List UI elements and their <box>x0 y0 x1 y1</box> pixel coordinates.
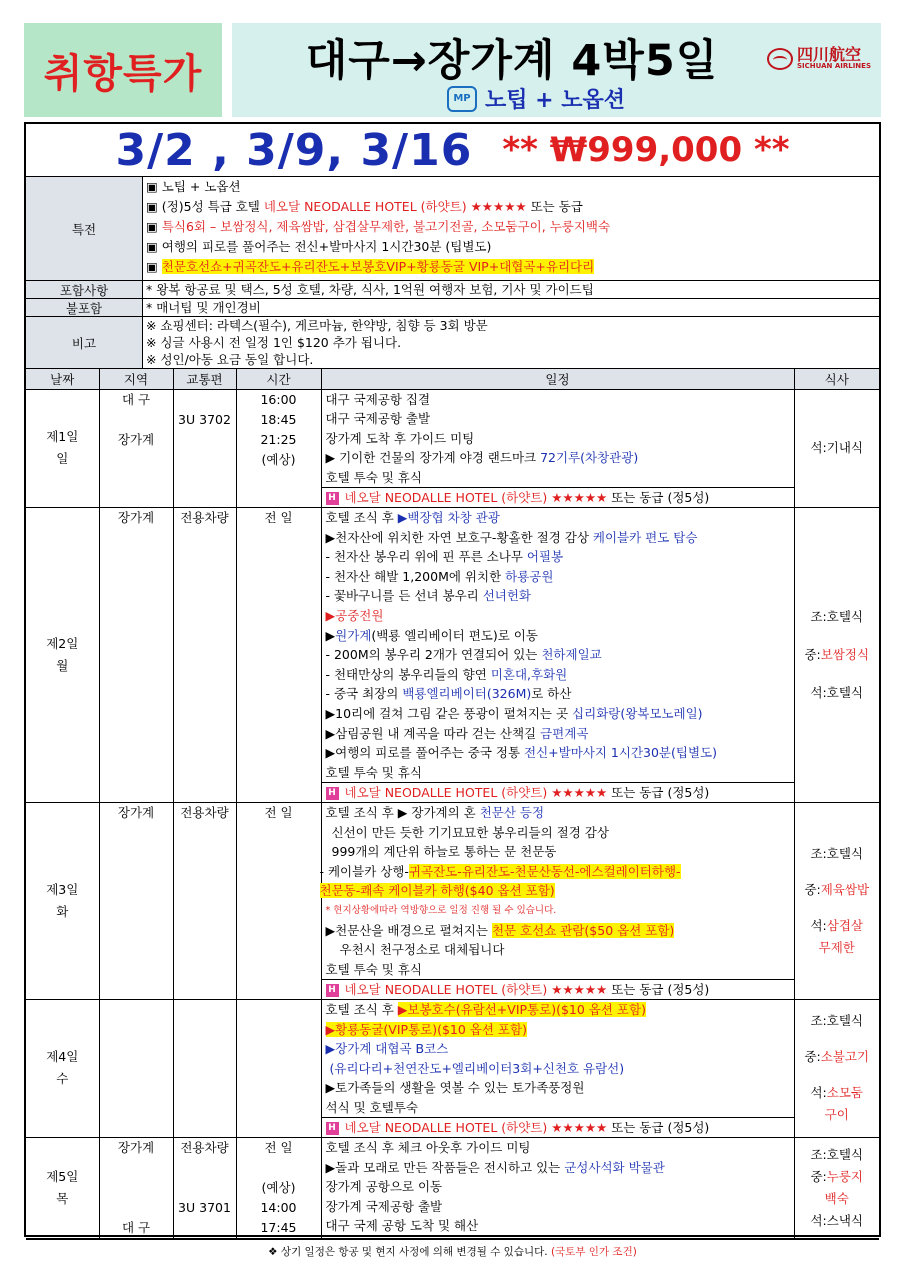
schedule-day4-l1a: 호텔 조식 후 <box>325 1001 398 1017</box>
schedule-day3-l4a: - 케이블카 상행- <box>319 863 409 879</box>
schedule-day3-meal3a: 석: <box>810 917 827 933</box>
schedule-day1-times-3: (예상) <box>261 451 296 467</box>
schedule-day1-lines-1: 대구 국제공항 출발 <box>325 411 431 427</box>
schedule-day5-meal2a: 중: <box>810 1169 827 1185</box>
departure-dates: 3/2 , 3/9, 3/16 <box>115 124 473 176</box>
benefits-lines-4: ▣ <box>146 219 162 234</box>
schedule-day1-regions-0: 대 구 <box>121 391 151 407</box>
schedule-day3-l9: 호텔 투숙 및 휴식 <box>325 961 422 977</box>
schedule-day2-transport: 전용차량 <box>180 510 229 526</box>
schedule-day4-l2: ▶황룡동굴(VIP통로)($10 옵션 포함) <box>325 1021 527 1037</box>
excluded-label: 불포함 <box>26 299 143 316</box>
footer-red: (국토부 인가 조건) <box>550 1246 637 1259</box>
schedule-day5-meal3: 석:스낵식 <box>810 1213 863 1229</box>
schedule-day4-l3: ▶장가계 대협곡 B코스 <box>325 1041 449 1057</box>
schedule-day1-dow: 일 <box>56 451 69 467</box>
table-row <box>26 802 879 999</box>
schedule-day1-day: 제1일 <box>46 429 79 445</box>
header <box>24 23 881 117</box>
schedule-day3-meal3b: 삼겹살 <box>826 917 864 933</box>
benefits-label: 특전 <box>26 177 143 280</box>
schedule-day5-regions-4: 대 구 <box>121 1220 151 1236</box>
schedule-day5-l3: 장가계 공항으로 이동 <box>325 1179 443 1195</box>
schedule-table-wrap <box>26 369 879 1263</box>
schedule-day4-l4: (유리다리+천연잔도+엘리베이터3회+신천호 유람선) <box>329 1060 625 1076</box>
schedule-day3-l2: 신선이 만든 듯한 기기묘묘한 봉우리들의 절경 감상 <box>331 824 609 840</box>
schedule-day2-meal2b: 보쌈정식 <box>820 647 870 663</box>
schedule-day2-l8a: - 200M의 봉우리 2개가 연결되어 있는 <box>325 647 542 663</box>
schedule-day3-l4b: 귀곡잔도-유리잔도-천문산동선-에스컬레이터하행- <box>408 863 681 879</box>
schedule-hotel-suffix: 또는 동급 (정5성) <box>607 982 710 998</box>
schedule-day1-meal: 석:기내식 <box>810 440 863 456</box>
table-header-row <box>26 369 879 389</box>
schedule-day5-regions-0: 장가계 <box>117 1140 155 1156</box>
day4-itinerary: 호텔 조식 후 ▶보봉호수(유람선+VIP통로)($10 옵션 포함) ▶황룡동굴(VIP통로)($10 옵션 포함) ▶장가계 대협곡 B코스 (유리다리+천연잔도+엘리베이터3회+신천호 유람선) ▶토가족들의 생활을 엿볼 수 있는 토가족풍정원 석식 및 호텔투숙 H 네오달 NEODALLE HOTEL (하얏트) ★★★★★ 또는 동급 (정5성) <box>321 999 794 1137</box>
schedule-day2-l4b: 하룡공원 <box>505 568 554 584</box>
benefits-lines-5: 특식6회 – 보쌈정식, 제육쌈밥, 삼겹살무제한, 불고기전골, 소모둠구이, 누룽지백숙 <box>161 219 611 234</box>
schedule-day5-transport-0: 전용차량 <box>180 1140 229 1156</box>
schedule-day2-l10b: 백룡엘리베이터(326M) <box>402 686 532 702</box>
schedule-day5-l2a: ▶돌과 모래로 만든 작품들은 전시하고 있는 <box>325 1159 565 1175</box>
airline-name-cn: 四川航空 <box>797 45 862 64</box>
schedule-day2-l12b: 금편계곡 <box>540 725 589 741</box>
schedule-day1-lines-5: 호텔 투숙 및 휴식 <box>325 469 422 485</box>
schedule-day2-l9a: - 천태만상의 봉우리들의 향연 <box>325 666 491 682</box>
schedule-day3-meal3c: 무제한 <box>818 939 855 955</box>
col-transport: 교통편 <box>173 369 236 389</box>
schedule-day4-day: 제4일 <box>46 1049 79 1065</box>
schedule-day2-l11b: 십리화랑(왕복모노레일) <box>572 706 703 721</box>
notes-lines-0: ※ 쇼핑센터: 라텍스(필수), 게르마늄, 한약방, 침향 등 3회 방문 <box>146 318 488 333</box>
hotel-icon: H <box>326 492 339 505</box>
schedule-day2-l7c: (백룡 엘리베이터 편도)로 이동 <box>371 627 538 643</box>
schedule-day2-l6: ▶공중전원 <box>325 608 384 624</box>
promo-badge: 취항특가 <box>24 23 222 117</box>
schedule-day3-region: 장가계 <box>117 804 155 820</box>
schedule-hotel-suffix: 또는 동급 (정5성) <box>607 785 710 801</box>
schedule-day3-time: 전 일 <box>264 804 293 820</box>
schedule-day2-meal2a: 중: <box>804 647 821 663</box>
schedule-day2-l8b: 천하제일교 <box>541 647 602 663</box>
schedule-day2-l5b: 선녀헌화 <box>482 588 532 604</box>
notes-label: 비고 <box>26 317 143 368</box>
schedule-table <box>26 369 879 1239</box>
schedule-day5-meal1: 조:호텔식 <box>810 1147 863 1163</box>
schedule-day3-l5: 천문동-쾌속 케이블카 하행($40 옵션 포함) <box>319 883 555 899</box>
col-date: 날짜 <box>26 369 99 389</box>
schedule-day2-dow: 월 <box>56 658 69 674</box>
benefits-lines-6: ▣ 여행의 피로를 풀어주는 전신+발마사지 1시간30분 (팁별도) <box>146 239 492 254</box>
col-region: 지역 <box>99 369 173 389</box>
schedule-day3-day: 제3일 <box>46 881 79 897</box>
notes-lines-1: ※ 싱글 사용시 전 일정 1인 $120 추가 됩니다. <box>146 335 402 350</box>
schedule-hotel-suffix: 또는 동급 (정5성) <box>607 1120 710 1136</box>
schedule-day2-l9b: 미혼대,후화원 <box>490 666 568 682</box>
subtitle-text: 노팁 + 노옵션 <box>485 88 626 113</box>
schedule-day2-l12a: ▶삼림공원 내 계곡을 따라 걷는 산책길 <box>325 725 541 741</box>
schedule-day3-meal2a: 중: <box>804 881 821 897</box>
schedule-day4-l1b: ▶보봉호수(유람선+VIP통로)($10 옵션 포함) <box>397 1001 646 1017</box>
schedule-day1-times-1: 18:45 <box>260 411 297 427</box>
schedule-day3-dow: 화 <box>56 903 69 919</box>
schedule-day5-times-3: 14:00 <box>260 1200 297 1216</box>
col-time: 시간 <box>236 369 321 389</box>
schedule-day4-meal2a: 중: <box>804 1049 821 1065</box>
schedule-day5-day: 제5일 <box>46 1169 79 1185</box>
schedule-day4-meal1: 조:호텔식 <box>810 1013 863 1029</box>
itinerary-document <box>24 122 881 1259</box>
schedule-hotel-suffix: 또는 동급 (정5성) <box>607 490 710 506</box>
schedule-day5-l1: 호텔 조식 후 체크 아웃후 가이드 미팅 <box>325 1140 531 1156</box>
notes-list <box>146 317 879 368</box>
schedule-day3-meal1: 조:호텔식 <box>810 845 863 861</box>
benefits-lines-2: 네오달 NEODALLE HOTEL (하얏트) ★★★★★ <box>263 199 527 214</box>
subtitle <box>447 83 625 114</box>
schedule-day1-lines-0: 대구 국제공항 집결 <box>325 391 431 407</box>
included-text: * 왕복 항공료 및 택스, 5성 호텔, 차량, 식사, 1억원 여행자 보험, 기사 및 가이드팁 <box>146 282 594 297</box>
schedule-day1-lines-3: ▶ 기이한 건물의 장가계 야경 랜드마크 <box>325 450 541 466</box>
thumb-mp-icon: MP <box>447 86 477 112</box>
included-label: 포함사항 <box>26 281 143 298</box>
table-row <box>26 389 879 508</box>
schedule-day3-l3: 999개의 계단위 하늘로 통하는 문 천문동 <box>331 844 557 860</box>
schedule-day3-l8: 우천시 천구정소로 대체됩니다 <box>339 942 505 958</box>
airline-bird-icon <box>767 48 793 70</box>
excluded-text: * 매너팁 및 개인경비 <box>146 300 261 315</box>
schedule-day2-l1b: ▶백장협 차창 관광 <box>397 510 500 526</box>
schedule-day1-regions-2: 장가계 <box>117 431 155 447</box>
footer-text: ❖ 상기 일정은 항공 및 현지 사정에 의해 변경될 수 있습니다. <box>268 1246 551 1259</box>
schedule-day5-dow: 목 <box>56 1191 69 1207</box>
schedule-day1-times-0: 16:00 <box>260 391 297 407</box>
day1-itinerary <box>321 389 794 508</box>
schedule-day3-l6: * 현지상황에따라 역방향으로 일정 진행 될 수 있습니다. <box>325 904 557 916</box>
schedule-day5-times-2: (예상) <box>261 1180 296 1196</box>
schedule-day2-time: 전 일 <box>264 510 293 526</box>
table-row <box>26 508 879 803</box>
schedule-hotel-name: 네오달 NEODALLE HOTEL (하얏트) ★★★★★ <box>344 1120 608 1136</box>
schedule-day5-l4: 장가계 국제공항 출발 <box>325 1198 443 1214</box>
schedule-hotel-name: 네오달 NEODALLE HOTEL (하얏트) ★★★★★ <box>344 982 608 998</box>
schedule-day2-l5a: - 꽃바구니를 든 선녀 봉우리 <box>325 588 483 604</box>
schedule-day5-l5: 대구 국제 공항 도착 및 해산 <box>325 1218 479 1234</box>
benefits-lines-3: 또는 동급 <box>526 199 583 214</box>
schedule-day4-meal3b: 소모둠 <box>826 1085 864 1101</box>
schedule-day5-times-4: 17:45 <box>260 1220 297 1236</box>
schedule-day5-l2b: 군성사석화 박물관 <box>564 1159 665 1175</box>
schedule-day5-times-0: 전 일 <box>264 1140 293 1156</box>
schedule-day2-l10c: 로 하산 <box>531 686 572 702</box>
schedule-day2-meal1: 조:호텔식 <box>810 609 863 625</box>
schedule-day2-day: 제2일 <box>46 636 79 652</box>
footer-note <box>26 1239 879 1263</box>
included-row <box>26 281 879 299</box>
airline-logo <box>767 47 871 70</box>
schedule-day2-l3a: - 천자산 봉우리 위에 핀 푸른 소나무 <box>325 549 527 565</box>
benefits-lines-7: ▣ <box>146 259 162 274</box>
schedule-day2-l2a: ▶천자산에 위치한 자연 보호구-황홀한 절경 감상 <box>325 529 593 545</box>
price: ** ₩999,000 ** <box>502 130 790 170</box>
schedule-day5-meal2c: 백숙 <box>824 1191 849 1207</box>
schedule-day2-l13a: ▶여행의 피로를 풀어주는 중국 정통 <box>325 745 525 761</box>
day3-itinerary: 호텔 조식 후 ▶ 장가계의 혼 천문산 등정 신선이 만든 듯한 기기묘묘한 봉우리들의 절경 감상 999개의 계단위 하늘로 통하는 문 천문동 - 케이블카 상행-귀곡잔도-유리잔도-천문산동선-에스컬레이터하행- 천문동-쾌속 케이블카 하행($40 옵션 포함) * 현지상황에따라 역방향으로 일정 진행 될 수 있습니다. ▶천문산을 배경으로 펼쳐지는 천문 호선쇼 관람($50 옵션 포함) 우천시 천구정소로 대체됩니다 호텔 투숙 및 휴식 H 네오달 NEODALLE HOTEL (하얏트) ★★★★★ 또는 동급 (정5성) <box>321 802 794 999</box>
benefits-lines-8: 천문호선쇼+귀곡잔도+유리잔도+보봉호VIP+황룡동굴 VIP+대협곡+유리다리 <box>161 259 595 274</box>
schedule-day3-l7b: 천문 호선쇼 관람($50 옵션 포함) <box>491 922 675 938</box>
schedule-day5-transport-3: 3U 3701 <box>178 1200 231 1216</box>
benefits-row <box>26 177 879 281</box>
schedule-day1-times-2: 21:25 <box>260 431 297 447</box>
schedule-day4-dow: 수 <box>56 1071 69 1087</box>
departure-dates-row <box>26 124 879 177</box>
benefits-lines-0: ▣ 노팁 + 노옵션 <box>146 179 241 194</box>
schedule-day2-l3b: 어필봉 <box>526 549 564 565</box>
benefits-list <box>146 177 879 277</box>
schedule-day1-transport-1: 3U 3702 <box>178 411 231 427</box>
col-meals: 식사 <box>794 369 879 389</box>
schedule-day4-l6: 석식 및 호텔투숙 <box>325 1099 418 1115</box>
schedule-day2-region: 장가계 <box>117 510 155 526</box>
schedule-day3-transport: 전용차량 <box>180 804 229 820</box>
schedule-day4-meal2b: 소불고기 <box>820 1049 870 1065</box>
schedule-day3-l1b: 천문산 등정 <box>479 804 545 820</box>
notes-row <box>26 317 879 369</box>
schedule-day2-l13b: 전신+발마사지 1시간30분(팁별도) <box>524 745 717 761</box>
table-row <box>26 999 879 1137</box>
schedule-day3-meal2b: 제육쌈밥 <box>820 881 870 897</box>
schedule-day1-lines-2: 장가계 도착 후 가이드 미팅 <box>325 430 475 446</box>
title-box <box>232 23 881 117</box>
schedule-day1-lines-4: 72기루(차창관광) <box>540 450 639 466</box>
schedule-day2-meal3: 석:호텔식 <box>810 685 863 701</box>
excluded-row <box>26 299 879 317</box>
airline-name-en: SICHUAN AIRLINES <box>797 62 871 70</box>
schedule-day2-l1a: 호텔 조식 후 <box>325 510 398 526</box>
notes-lines-2: ※ 성인/아동 요금 동일 합니다. <box>146 352 314 367</box>
benefits-lines-1: ▣ (정)5성 특급 호텔 <box>146 199 264 214</box>
schedule-day2-l2b: 케이블카 편도 탑승 <box>592 529 698 545</box>
schedule-day4-meal3a: 석: <box>810 1085 827 1101</box>
col-itinerary: 일정 <box>321 369 794 389</box>
schedule-day4-meal3c: 구이 <box>824 1107 849 1123</box>
schedule-day3-l7a: ▶천문산을 배경으로 펼쳐지는 <box>325 922 492 938</box>
schedule-day2-l10a: - 중국 최장의 <box>325 686 403 702</box>
schedule-hotel-name: 네오달 NEODALLE HOTEL (하얏트) ★★★★★ <box>344 785 608 801</box>
page-title: 대구→장가계 4박5일 <box>305 36 719 86</box>
day2-itinerary: 호텔 조식 후 ▶백장협 차창 관광 ▶천자산에 위치한 자연 보호구-황홀한 절경 감상 케이블카 편도 탑승 - 천자산 봉우리 위에 핀 푸른 소나무 어필봉 - 천자산 해발 1,200M에 위치한 하룡공원 - 꽃바구니를 든 선녀 봉우리 선녀헌화 ▶공중전원 ▶원가계(백룡 엘리베이터 편도)로 이동 - 200M의 봉우리 2개가 연결되어 있는 천하제일교 - 천태만상의 봉우리들의 향연 미혼대,후화원 - 중국 최장의 백룡엘리베이터(326M)로 하산 ▶10리에 걸쳐 그림 같은 풍광이 펼쳐지는 곳 십리화랑(왕복모노레일) ▶삼림공원 내 계곡을 따라 걷는 산책길 금편계곡 ▶여행의 피로를 풀어주는 중국 정통 전신+발마사지 1시간30분(팁별도) 호텔 투숙 및 휴식 H 네오달 NEODALLE HOTEL (하얏트) ★★★★★ 또는 동급 (정5성) <box>321 508 794 803</box>
schedule-day2-l7b: 원가계 <box>335 627 372 643</box>
schedule-day2-l14: 호텔 투숙 및 휴식 <box>325 764 422 780</box>
schedule-hotel-name: 네오달 NEODALLE HOTEL (하얏트) ★★★★★ <box>344 490 608 506</box>
day5-itinerary <box>321 1138 794 1239</box>
schedule-day4-l5: ▶토가족들의 생활을 엿볼 수 있는 토가족풍정원 <box>325 1080 585 1096</box>
schedule-day3-l1a: 호텔 조식 후 ▶ 장가계의 혼 <box>325 804 480 820</box>
schedule-day5-meal2b: 누룽지 <box>826 1169 864 1185</box>
schedule-day2-l11a: ▶10리에 걸쳐 그림 같은 풍광이 펼쳐지는 곳 <box>325 706 573 721</box>
schedule-day2-l4a: - 천자산 해발 1,200M에 위치한 <box>325 568 506 584</box>
schedule-day2-l7a: ▶ <box>325 627 336 643</box>
table-row <box>26 1138 879 1239</box>
